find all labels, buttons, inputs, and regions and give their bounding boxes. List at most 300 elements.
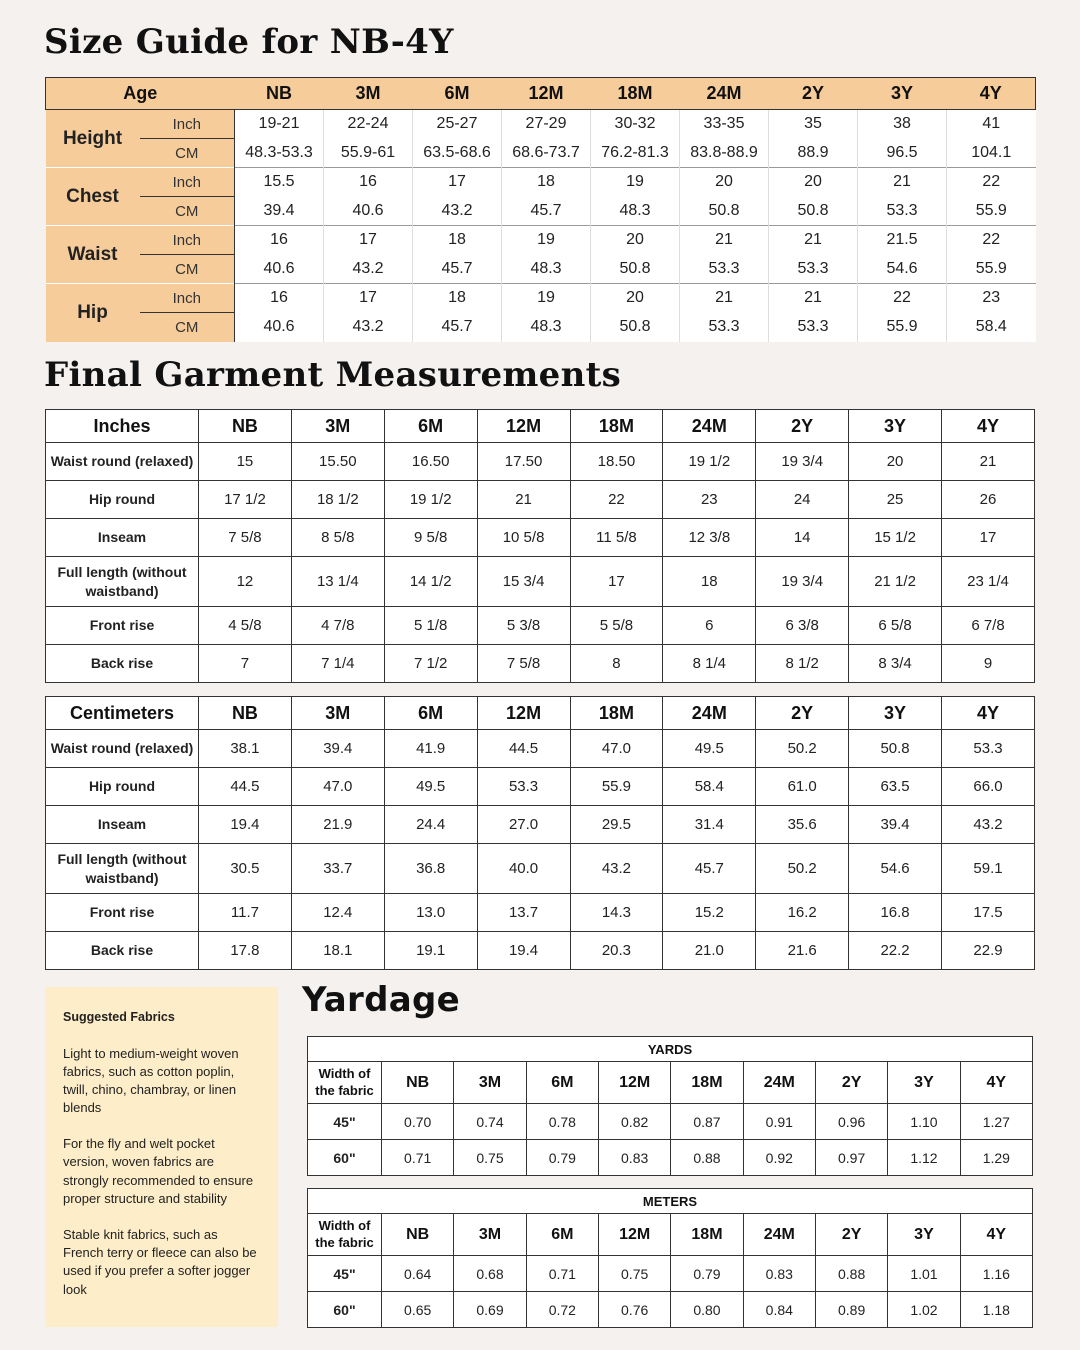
yardage-value: 0.69: [454, 1292, 526, 1328]
measurement-value: 18: [663, 557, 756, 607]
size-value: 30-32: [591, 110, 680, 139]
measurement-value: 50.2: [756, 844, 849, 894]
size-guide-row: [46, 284, 1036, 313]
size-header: 2Y: [756, 410, 849, 443]
measurement-value: 7 5/8: [199, 519, 292, 557]
size-header: 12M: [477, 697, 570, 730]
measurement-value: 24.4: [384, 806, 477, 844]
measurement-row: [46, 481, 1035, 519]
size-value: 45.7: [502, 197, 591, 226]
yardage-value: 0.87: [671, 1104, 743, 1140]
size-header: 12M: [598, 1214, 670, 1256]
yardage-value: 1.02: [888, 1292, 960, 1328]
fabrics-paragraph: Light to medium-weight woven fabrics, such as cotton poplin, twill, chino, chambray, or linen blends: [63, 1045, 239, 1116]
measurement-value: 8 3/4: [849, 645, 942, 683]
size-value: 18: [413, 226, 502, 255]
size-value: 18: [502, 168, 591, 197]
measurement-value: 16.8: [849, 894, 942, 932]
size-value: 20: [591, 284, 680, 313]
yardage-value: 1.29: [960, 1140, 1032, 1176]
measurement-value: 14 1/2: [384, 557, 477, 607]
measurement-value: 43.2: [942, 806, 1035, 844]
measurement-value: 16.2: [756, 894, 849, 932]
measurement-value: 63.5: [849, 768, 942, 806]
size-header: 4Y: [960, 1062, 1032, 1104]
fabric-width-label: 45": [308, 1104, 382, 1140]
size-guide-row: [46, 197, 1036, 226]
measurement-value: 53.3: [477, 768, 570, 806]
size-header: 3Y: [849, 697, 942, 730]
measurement-value: 15 1/2: [849, 519, 942, 557]
unit-label: Inch: [140, 226, 235, 255]
size-value: 43.2: [324, 255, 413, 284]
measurement-value: 22.2: [849, 932, 942, 970]
measurement-value: 9: [942, 645, 1035, 683]
size-guide-row: [46, 313, 1036, 342]
size-header: 18M: [591, 78, 680, 110]
measurement-row: [46, 443, 1035, 481]
size-guide-row: [46, 110, 1036, 139]
measurement-value: 17 1/2: [199, 481, 292, 519]
size-value: 17: [413, 168, 502, 197]
measurement-value: 6: [663, 607, 756, 645]
row-label: Full length (without waistband): [46, 557, 199, 607]
age-header: Age: [46, 78, 235, 110]
measurement-value: 26: [942, 481, 1035, 519]
size-value: 23: [947, 284, 1036, 313]
size-value: 63.5-68.6: [413, 139, 502, 168]
measurement-value: 5 1/8: [384, 607, 477, 645]
size-header: NB: [235, 78, 324, 110]
unit-label: CM: [140, 139, 235, 168]
size-value: 27-29: [502, 110, 591, 139]
yardage-value: 0.88: [671, 1140, 743, 1176]
row-label: Hip round: [46, 481, 199, 519]
row-label: Back rise: [46, 645, 199, 683]
measurement-value: 12 3/8: [663, 519, 756, 557]
measurement-value: 25: [849, 481, 942, 519]
size-header: 3M: [324, 78, 413, 110]
measurement-value: 12: [199, 557, 292, 607]
size-value: 53.3: [680, 255, 769, 284]
measurement-value: 21.0: [663, 932, 756, 970]
measurement-value: 18.1: [291, 932, 384, 970]
measurement-value: 21: [477, 481, 570, 519]
yardage-meters-table: [307, 1188, 1033, 1328]
unit-label: CM: [140, 313, 235, 342]
measurement-value: 24: [756, 481, 849, 519]
measurement-value: 9 5/8: [384, 519, 477, 557]
measurement-row: [46, 519, 1035, 557]
yardage-value: 0.74: [454, 1104, 526, 1140]
measurement-value: 13.7: [477, 894, 570, 932]
size-header: 3M: [454, 1214, 526, 1256]
size-value: 40.6: [235, 313, 324, 342]
measurement-value: 7 1/4: [291, 645, 384, 683]
size-value: 50.8: [591, 313, 680, 342]
measurement-value: 39.4: [849, 806, 942, 844]
measurement-value: 7 1/2: [384, 645, 477, 683]
yardage-value: 1.16: [960, 1256, 1032, 1292]
size-guide-header-row: [46, 78, 1036, 110]
size-guide-row: [46, 168, 1036, 197]
measurement-value: 33.7: [291, 844, 384, 894]
size-header: 24M: [743, 1062, 815, 1104]
inches-header: Inches: [46, 410, 199, 443]
measurement-row: [46, 768, 1035, 806]
yardage-value: 0.89: [815, 1292, 887, 1328]
measurement-value: 31.4: [663, 806, 756, 844]
measurement-value: 12.4: [291, 894, 384, 932]
unit-label: CM: [140, 197, 235, 226]
size-header: 3M: [291, 410, 384, 443]
size-header: 3M: [454, 1062, 526, 1104]
measurement-row: [46, 607, 1035, 645]
width-of-fabric-header: Width of the fabric: [308, 1214, 382, 1256]
measurement-value: 15.2: [663, 894, 756, 932]
size-header: 18M: [570, 697, 663, 730]
size-guide-row: [46, 226, 1036, 255]
measurement-value: 15 3/4: [477, 557, 570, 607]
size-value: 20: [591, 226, 680, 255]
size-value: 19: [502, 226, 591, 255]
size-value: 20: [769, 168, 858, 197]
measurement-value: 44.5: [477, 730, 570, 768]
yardage-value: 0.65: [382, 1292, 454, 1328]
measurement-value: 61.0: [756, 768, 849, 806]
measurement-value: 19.4: [199, 806, 292, 844]
yardage-value: 0.80: [671, 1292, 743, 1328]
yardage-value: 0.72: [526, 1292, 598, 1328]
size-value: 21: [858, 168, 947, 197]
measurement-value: 19 3/4: [756, 557, 849, 607]
size-header: 12M: [477, 410, 570, 443]
measurement-row: [46, 932, 1035, 970]
size-value: 96.5: [858, 139, 947, 168]
yardage-value: 0.97: [815, 1140, 887, 1176]
size-value: 19-21: [235, 110, 324, 139]
size-header: 2Y: [815, 1062, 887, 1104]
yardage-title: Yardage: [302, 980, 460, 1020]
row-label: Waist round (relaxed): [46, 443, 199, 481]
size-header: 3Y: [858, 78, 947, 110]
measurement-value: 49.5: [384, 768, 477, 806]
size-value: 45.7: [413, 255, 502, 284]
size-value: 20: [680, 168, 769, 197]
yardage-value: 1.01: [888, 1256, 960, 1292]
meters-caption: METERS: [308, 1189, 1033, 1214]
measurement-value: 22.9: [942, 932, 1035, 970]
size-value: 50.8: [591, 255, 680, 284]
size-value: 53.3: [769, 313, 858, 342]
yardage-row: [308, 1292, 1033, 1328]
measurement-value: 8: [570, 645, 663, 683]
size-header: 2Y: [756, 697, 849, 730]
size-header: 24M: [663, 410, 756, 443]
size-value: 68.6-73.7: [502, 139, 591, 168]
measurement-value: 41.9: [384, 730, 477, 768]
unit-label: Inch: [140, 110, 235, 139]
fabric-width-label: 60": [308, 1140, 382, 1176]
measurement-value: 23: [663, 481, 756, 519]
yardage-value: 1.10: [888, 1104, 960, 1140]
yardage-value: 0.79: [526, 1140, 598, 1176]
measurement-value: 4 7/8: [291, 607, 384, 645]
row-label: Inseam: [46, 519, 199, 557]
yardage-value: 0.78: [526, 1104, 598, 1140]
measurement-value: 6 3/8: [756, 607, 849, 645]
measurement-row: [46, 645, 1035, 683]
measurement-value: 5 3/8: [477, 607, 570, 645]
meters-header-row: [308, 1214, 1033, 1256]
size-value: 48.3: [591, 197, 680, 226]
size-value: 22-24: [324, 110, 413, 139]
size-value: 104.1: [947, 139, 1036, 168]
size-value: 16: [235, 226, 324, 255]
yardage-value: 0.83: [743, 1256, 815, 1292]
measurement-value: 19.1: [384, 932, 477, 970]
yardage-value: 0.84: [743, 1292, 815, 1328]
measurement-value: 22: [570, 481, 663, 519]
size-value: 16: [324, 168, 413, 197]
yardage-row: [308, 1140, 1033, 1176]
size-value: 48.3-53.3: [235, 139, 324, 168]
size-value: 25-27: [413, 110, 502, 139]
size-value: 38: [858, 110, 947, 139]
measurement-value: 40.0: [477, 844, 570, 894]
suggested-fabrics-box: [45, 987, 278, 1327]
measurement-value: 20.3: [570, 932, 663, 970]
size-header: 2Y: [815, 1214, 887, 1256]
measurement-value: 59.1: [942, 844, 1035, 894]
measurement-value: 38.1: [199, 730, 292, 768]
measurement-value: 20: [849, 443, 942, 481]
unit-label: Inch: [140, 284, 235, 313]
measurement-value: 36.8: [384, 844, 477, 894]
size-value: 48.3: [502, 255, 591, 284]
measurement-value: 21.6: [756, 932, 849, 970]
garment-inches-table: [45, 409, 1035, 683]
measurement-value: 8 1/2: [756, 645, 849, 683]
row-label: Full length (without waistband): [46, 844, 199, 894]
yards-caption: YARDS: [308, 1037, 1033, 1062]
size-value: 55.9: [947, 197, 1036, 226]
unit-label: Inch: [140, 168, 235, 197]
size-value: 19: [502, 284, 591, 313]
size-value: 21.5: [858, 226, 947, 255]
yards-header-row: [308, 1062, 1033, 1104]
size-value: 41: [947, 110, 1036, 139]
yardage-value: 0.75: [598, 1256, 670, 1292]
size-value: 39.4: [235, 197, 324, 226]
size-header: 6M: [526, 1214, 598, 1256]
size-header: 24M: [663, 697, 756, 730]
measurement-value: 7 5/8: [477, 645, 570, 683]
size-value: 50.8: [680, 197, 769, 226]
yardage-value: 0.91: [743, 1104, 815, 1140]
row-label: Front rise: [46, 894, 199, 932]
measurement-row: [46, 894, 1035, 932]
measurement-value: 47.0: [291, 768, 384, 806]
size-value: 53.3: [680, 313, 769, 342]
measurement-value: 39.4: [291, 730, 384, 768]
size-header: 12M: [598, 1062, 670, 1104]
measurement-value: 8 5/8: [291, 519, 384, 557]
yardage-value: 0.92: [743, 1140, 815, 1176]
size-header: 6M: [526, 1062, 598, 1104]
size-value: 22: [858, 284, 947, 313]
measurement-value: 11 5/8: [570, 519, 663, 557]
size-header: NB: [199, 697, 292, 730]
size-header: 6M: [384, 410, 477, 443]
size-value: 21: [769, 226, 858, 255]
measurement-value: 21.9: [291, 806, 384, 844]
row-label: Inseam: [46, 806, 199, 844]
measurement-value: 19 1/2: [663, 443, 756, 481]
yardage-value: 0.68: [454, 1256, 526, 1292]
size-header: 24M: [743, 1214, 815, 1256]
size-header: 3Y: [849, 410, 942, 443]
measurement-value: 17.5: [942, 894, 1035, 932]
size-header: 4Y: [942, 697, 1035, 730]
measurement-value: 47.0: [570, 730, 663, 768]
measurement-value: 10 5/8: [477, 519, 570, 557]
size-value: 18: [413, 284, 502, 313]
size-value: 19: [591, 168, 680, 197]
garment-title: Final Garment Measurements: [44, 355, 622, 395]
measurement-value: 11.7: [199, 894, 292, 932]
measurement-row: [46, 806, 1035, 844]
measurement-value: 53.3: [942, 730, 1035, 768]
fabric-width-label: 60": [308, 1292, 382, 1328]
size-guide-row: [46, 255, 1036, 284]
measurement-value: 49.5: [663, 730, 756, 768]
size-header: 6M: [413, 78, 502, 110]
size-value: 55.9: [858, 313, 947, 342]
fabrics-paragraph: Stable knit fabrics, such as French terry or fleece can also be used if you prefer a softer jogger look: [63, 1227, 257, 1297]
unit-label: CM: [140, 255, 235, 284]
fabric-width-label: 45": [308, 1256, 382, 1292]
yardage-value: 0.83: [598, 1140, 670, 1176]
measurement-value: 18 1/2: [291, 481, 384, 519]
measurement-value: 5 5/8: [570, 607, 663, 645]
measurement-value: 50.2: [756, 730, 849, 768]
size-value: 58.4: [947, 313, 1036, 342]
measurement-value: 13.0: [384, 894, 477, 932]
measurement-value: 15: [199, 443, 292, 481]
yardage-value: 0.64: [382, 1256, 454, 1292]
measurement-value: 18.50: [570, 443, 663, 481]
measurement-value: 4 5/8: [199, 607, 292, 645]
size-value: 55.9: [947, 255, 1036, 284]
measurement-value: 14: [756, 519, 849, 557]
size-value: 16: [235, 284, 324, 313]
measurement-value: 29.5: [570, 806, 663, 844]
size-header: 4Y: [960, 1214, 1032, 1256]
size-header: 18M: [671, 1214, 743, 1256]
row-label: Back rise: [46, 932, 199, 970]
size-value: 40.6: [324, 197, 413, 226]
yardage-value: 0.76: [598, 1292, 670, 1328]
size-value: 22: [947, 226, 1036, 255]
measurement-value: 19.4: [477, 932, 570, 970]
width-of-fabric-header: Width of the fabric: [308, 1062, 382, 1104]
row-label: Waist round (relaxed): [46, 730, 199, 768]
size-header: 4Y: [947, 78, 1036, 110]
measurement-value: 54.6: [849, 844, 942, 894]
measurement-value: 17.8: [199, 932, 292, 970]
size-value: 43.2: [324, 313, 413, 342]
size-guide-table: [45, 77, 1036, 342]
measurement-value: 17: [942, 519, 1035, 557]
size-value: 53.3: [858, 197, 947, 226]
size-value: 54.6: [858, 255, 947, 284]
measurement-value: 14.3: [570, 894, 663, 932]
size-value: 21: [680, 284, 769, 313]
size-value: 48.3: [502, 313, 591, 342]
size-header: 6M: [384, 697, 477, 730]
measurement-value: 7: [199, 645, 292, 683]
measurement-label: Hip: [46, 284, 140, 342]
measurement-value: 58.4: [663, 768, 756, 806]
suggested-fabrics-heading: Suggested Fabrics: [63, 1010, 175, 1024]
size-value: 53.3: [769, 255, 858, 284]
yardage-row: [308, 1104, 1033, 1140]
size-value: 17: [324, 284, 413, 313]
measurement-value: 19 3/4: [756, 443, 849, 481]
yardage-yards-table: [307, 1036, 1033, 1176]
measurement-value: 30.5: [199, 844, 292, 894]
yardage-value: 1.27: [960, 1104, 1032, 1140]
measurement-label: Waist: [46, 226, 140, 284]
measurement-value: 21: [942, 443, 1035, 481]
size-header: NB: [199, 410, 292, 443]
size-value: 40.6: [235, 255, 324, 284]
size-value: 21: [769, 284, 858, 313]
size-value: 45.7: [413, 313, 502, 342]
row-label: Hip round: [46, 768, 199, 806]
size-guide-title: Size Guide for NB-4Y: [44, 22, 454, 62]
yardage-value: 0.82: [598, 1104, 670, 1140]
measurement-value: 66.0: [942, 768, 1035, 806]
size-value: 15.5: [235, 168, 324, 197]
measurement-value: 17.50: [477, 443, 570, 481]
measurement-value: 19 1/2: [384, 481, 477, 519]
size-header: 3M: [291, 697, 384, 730]
size-header: NB: [382, 1214, 454, 1256]
measurement-value: 6 7/8: [942, 607, 1035, 645]
size-value: 17: [324, 226, 413, 255]
size-value: 43.2: [413, 197, 502, 226]
size-value: 83.8-88.9: [680, 139, 769, 168]
yardage-value: 1.18: [960, 1292, 1032, 1328]
size-header: 3Y: [888, 1214, 960, 1256]
yardage-row: [308, 1256, 1033, 1292]
yardage-value: 1.12: [888, 1140, 960, 1176]
row-label: Front rise: [46, 607, 199, 645]
yardage-value: 0.79: [671, 1256, 743, 1292]
size-header: 12M: [502, 78, 591, 110]
measurement-value: 55.9: [570, 768, 663, 806]
yardage-value: 0.75: [454, 1140, 526, 1176]
measurement-value: 13 1/4: [291, 557, 384, 607]
size-value: 55.9-61: [324, 139, 413, 168]
garment-inches-header-row: [46, 410, 1035, 443]
size-value: 21: [680, 226, 769, 255]
size-guide-row: [46, 139, 1036, 168]
yardage-value: 0.96: [815, 1104, 887, 1140]
centimeters-header: Centimeters: [46, 697, 199, 730]
